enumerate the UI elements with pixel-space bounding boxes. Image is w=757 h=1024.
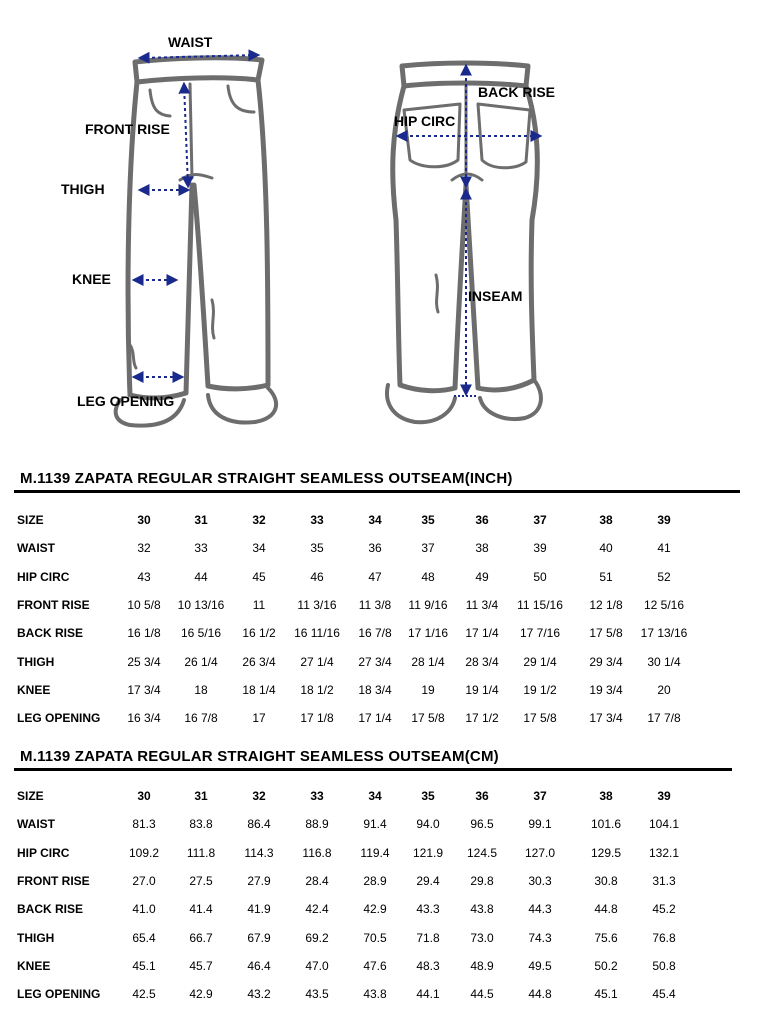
table-cell: 27.9	[247, 873, 271, 888]
table-cell: 18 1/2	[300, 682, 334, 697]
table-cell: 43.8	[363, 987, 387, 1002]
table-cell: 104.1	[648, 817, 680, 832]
table-cell: 124.5	[466, 845, 498, 860]
table-cell: 111.8	[186, 845, 216, 860]
table-cell: 25 3/4	[127, 654, 161, 669]
table-row	[0, 817, 757, 837]
table-cell: 28.4	[305, 873, 329, 888]
knee-label: KNEE	[72, 271, 111, 287]
table-cell: 52	[657, 569, 671, 584]
size-header-cell: 39	[657, 789, 671, 803]
table-cell: 17 5/8	[589, 626, 623, 641]
table-cell: 17 1/2	[465, 711, 499, 726]
table-cell: 17 13/16	[640, 626, 688, 641]
front-jeans-illustration	[116, 58, 276, 426]
table-cell: 44.3	[528, 902, 552, 917]
table-cell: 50.8	[652, 958, 676, 973]
table-cell: 16 11/16	[294, 626, 340, 641]
table-cell: 33	[194, 541, 208, 556]
table-cell: 17 5/8	[411, 711, 445, 726]
table-cell: 19 1/2	[523, 682, 557, 697]
table-cell: 10 5/8	[127, 597, 161, 612]
table-cell: 27.0	[132, 873, 156, 888]
table-cell: 34	[252, 541, 266, 556]
size-header-cell: 34	[368, 789, 382, 803]
table-cell: 69.2	[305, 930, 329, 945]
table-cell: 121.9	[412, 845, 444, 860]
table-cell: 18 1/4	[242, 682, 276, 697]
row-label: BACK RISE	[17, 626, 84, 641]
row-label: KNEE	[17, 958, 51, 973]
table-cell: 30.8	[594, 873, 618, 888]
table-cell: 26 3/4	[242, 654, 276, 669]
table-cell: 44.8	[594, 902, 618, 917]
size-header-cell: 38	[599, 789, 613, 803]
table-cell: 83.8	[189, 817, 213, 832]
table-cell: 45.1	[132, 958, 156, 973]
row-label: HIP CIRC	[17, 845, 70, 860]
size-header-cell: 31	[194, 513, 208, 527]
table-cell: 17	[252, 711, 266, 726]
jeans-measurement-diagram	[0, 0, 757, 440]
inch-table-divider	[14, 490, 740, 493]
table-cell: 40	[599, 541, 613, 556]
table-header-row	[0, 789, 757, 809]
size-header-cell: 38	[599, 513, 613, 527]
table-cell: 70.5	[363, 930, 387, 945]
table-row	[0, 711, 757, 731]
table-cell: 45	[252, 569, 266, 584]
table-cell: 46	[310, 569, 324, 584]
table-cell: 129.5	[590, 845, 622, 860]
row-label: FRONT RISE	[17, 597, 90, 612]
table-cell: 11 3/4	[465, 597, 499, 612]
table-cell: 49.5	[528, 958, 552, 973]
table-cell: 42.5	[132, 987, 156, 1002]
row-label: KNEE	[17, 682, 51, 697]
inseam-label: INSEAM	[468, 288, 523, 304]
size-header-cell: 35	[421, 513, 435, 527]
row-label: BACK RISE	[17, 902, 84, 917]
table-cell: 42.9	[189, 987, 213, 1002]
size-header-cell: 37	[533, 513, 547, 527]
table-row	[0, 626, 757, 646]
table-cell: 28 1/4	[411, 654, 445, 669]
table-cell: 44.5	[470, 987, 494, 1002]
size-header-cell: 30	[137, 789, 151, 803]
table-cell: 19 1/4	[465, 682, 499, 697]
row-label: FRONT RISE	[17, 873, 90, 888]
table-cell: 46.4	[247, 958, 271, 973]
table-cell: 44.8	[528, 987, 552, 1002]
table-cell: 67.9	[247, 930, 271, 945]
table-cell: 19	[421, 682, 435, 697]
table-cell: 43.8	[470, 902, 494, 917]
front-rise-arrow	[184, 84, 188, 186]
table-cell: 41.0	[132, 902, 156, 917]
inch-table-title: M.1139 ZAPATA REGULAR STRAIGHT SEAMLESS OUTSEAM(INCH)	[20, 470, 513, 487]
table-cell: 45.4	[652, 987, 676, 1002]
table-cell: 48.9	[470, 958, 494, 973]
table-cell: 11 9/16	[408, 597, 448, 612]
table-cell: 51	[599, 569, 613, 584]
table-cell: 16 1/2	[242, 626, 276, 641]
table-cell: 127.0	[524, 845, 556, 860]
leg-opening-label: LEG OPENING	[77, 393, 175, 409]
table-cell: 16 3/4	[127, 711, 161, 726]
table-row	[0, 570, 757, 590]
table-cell: 43.3	[416, 902, 440, 917]
table-cell: 96.5	[470, 817, 494, 832]
table-cell: 47	[368, 569, 382, 584]
table-cell: 119.4	[360, 845, 390, 860]
table-cell: 43.5	[305, 987, 329, 1002]
size-header-cell: 32	[252, 789, 266, 803]
table-header-row	[0, 513, 757, 533]
table-cell: 71.8	[416, 930, 440, 945]
row-label: WAIST	[17, 817, 55, 832]
table-cell: 114.3	[244, 845, 274, 860]
table-cell: 11 3/8	[358, 597, 392, 612]
row-label: WAIST	[17, 541, 55, 556]
table-row	[0, 655, 757, 675]
size-header-cell: 39	[657, 513, 671, 527]
table-cell: 28.9	[363, 873, 387, 888]
table-cell: 39	[533, 541, 547, 556]
table-cell: 44.1	[416, 987, 440, 1002]
table-cell: 27 1/4	[300, 654, 334, 669]
table-cell: 17 1/4	[465, 626, 499, 641]
table-cell: 41	[657, 541, 671, 556]
table-cell: 94.0	[416, 817, 440, 832]
table-cell: 47.6	[363, 958, 387, 973]
size-header-cell: 32	[252, 513, 266, 527]
row-label: SIZE	[17, 513, 44, 527]
table-cell: 16 7/8	[184, 711, 218, 726]
row-label: LEG OPENING	[17, 987, 101, 1002]
table-cell: 65.4	[132, 930, 156, 945]
table-row	[0, 959, 757, 979]
row-label: THIGH	[17, 654, 55, 669]
table-cell: 29 1/4	[523, 654, 557, 669]
table-cell: 91.4	[363, 817, 387, 832]
table-cell: 41.4	[189, 902, 213, 917]
table-cell: 48.3	[416, 958, 440, 973]
back-rise-label: BACK RISE	[478, 84, 556, 100]
table-cell: 26 1/4	[184, 654, 218, 669]
table-cell: 50.2	[594, 958, 618, 973]
table-cell: 30 1/4	[647, 654, 681, 669]
table-cell: 27 3/4	[358, 654, 392, 669]
table-cell: 17 1/4	[358, 711, 392, 726]
thigh-label: THIGH	[61, 181, 105, 197]
table-row	[0, 598, 757, 618]
table-cell: 36	[368, 541, 382, 556]
table-cell: 12 1/8	[589, 597, 623, 612]
size-header-cell: 37	[533, 789, 547, 803]
table-cell: 17 3/4	[127, 682, 161, 697]
row-label: LEG OPENING	[17, 711, 101, 726]
size-header-cell: 33	[310, 513, 324, 527]
hip-circ-label: HIP CIRC	[394, 113, 456, 129]
cm-table-title: M.1139 ZAPATA REGULAR STRAIGHT SEAMLESS OUTSEAM(CM)	[20, 748, 499, 765]
table-cell: 29.8	[470, 873, 494, 888]
table-cell: 17 1/16	[407, 626, 449, 641]
table-row	[0, 931, 757, 951]
table-cell: 30.3	[528, 873, 552, 888]
table-cell: 116.8	[302, 845, 332, 860]
size-header-cell: 31	[194, 789, 208, 803]
table-cell: 45.7	[189, 958, 213, 973]
table-row	[0, 987, 757, 1007]
table-cell: 31.3	[652, 873, 676, 888]
table-cell: 99.1	[528, 817, 552, 832]
row-label: THIGH	[17, 930, 55, 945]
table-row	[0, 902, 757, 922]
table-cell: 11 3/16	[297, 597, 337, 612]
table-cell: 17 7/8	[647, 711, 681, 726]
front-rise-label: FRONT RISE	[85, 121, 170, 137]
table-cell: 11 15/16	[517, 597, 563, 612]
cm-table-divider	[14, 768, 732, 771]
table-cell: 101.6	[590, 817, 622, 832]
table-cell: 47.0	[305, 958, 329, 973]
table-cell: 18 3/4	[358, 682, 392, 697]
table-cell: 43	[137, 569, 151, 584]
table-row	[0, 846, 757, 866]
table-cell: 86.4	[247, 817, 271, 832]
size-header-cell: 36	[475, 789, 489, 803]
table-cell: 12 5/16	[643, 597, 685, 612]
table-cell: 76.8	[652, 930, 676, 945]
size-header-cell: 33	[310, 789, 324, 803]
table-cell: 16 7/8	[358, 626, 392, 641]
row-label: SIZE	[17, 789, 44, 803]
table-cell: 73.0	[470, 930, 494, 945]
table-cell: 49	[475, 569, 489, 584]
table-cell: 42.9	[363, 902, 387, 917]
table-cell: 44	[194, 569, 208, 584]
table-cell: 17 5/8	[523, 711, 557, 726]
table-cell: 16 1/8	[127, 626, 161, 641]
table-cell: 35	[310, 541, 324, 556]
table-cell: 42.4	[305, 902, 329, 917]
table-cell: 10 13/16	[177, 597, 225, 612]
table-cell: 17 3/4	[589, 711, 623, 726]
table-cell: 19 3/4	[589, 682, 623, 697]
table-cell: 41.9	[247, 902, 271, 917]
table-cell: 48	[421, 569, 435, 584]
table-cell: 75.6	[594, 930, 618, 945]
table-cell: 29 3/4	[589, 654, 623, 669]
table-cell: 32	[137, 541, 151, 556]
table-cell: 43.2	[247, 987, 271, 1002]
waist-label: WAIST	[168, 34, 213, 50]
table-row	[0, 683, 757, 703]
table-cell: 132.1	[648, 845, 680, 860]
size-header-cell: 35	[421, 789, 435, 803]
table-cell: 17 7/16	[519, 626, 561, 641]
table-cell: 109.2	[128, 845, 160, 860]
size-header-cell: 36	[475, 513, 489, 527]
table-cell: 27.5	[189, 873, 213, 888]
table-cell: 20	[657, 682, 671, 697]
table-cell: 66.7	[189, 930, 213, 945]
table-cell: 74.3	[528, 930, 552, 945]
table-row	[0, 541, 757, 561]
table-cell: 18	[194, 682, 208, 697]
table-cell: 45.1	[594, 987, 618, 1002]
table-cell: 38	[475, 541, 489, 556]
table-cell: 11	[252, 597, 266, 612]
table-cell: 17 1/8	[300, 711, 334, 726]
table-cell: 45.2	[652, 902, 676, 917]
table-cell: 50	[533, 569, 547, 584]
table-cell: 29.4	[416, 873, 440, 888]
size-header-cell: 30	[137, 513, 151, 527]
size-header-cell: 34	[368, 513, 382, 527]
table-cell: 16 5/16	[180, 626, 222, 641]
row-label: HIP CIRC	[17, 569, 70, 584]
table-cell: 81.3	[132, 817, 156, 832]
table-cell: 37	[421, 541, 435, 556]
table-cell: 28 3/4	[465, 654, 499, 669]
table-row	[0, 874, 757, 894]
table-cell: 88.9	[305, 817, 329, 832]
